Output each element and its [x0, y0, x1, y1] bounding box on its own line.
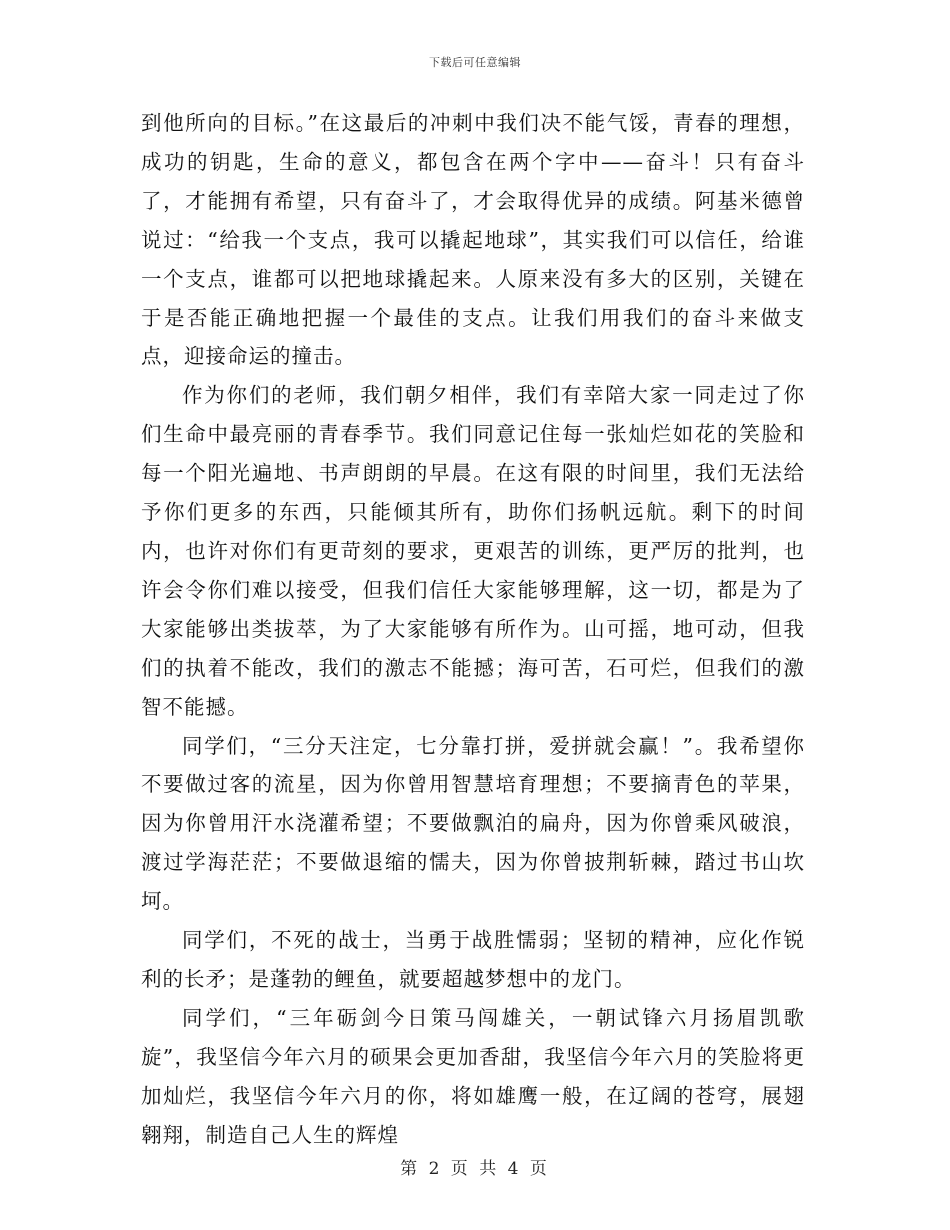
page-header: 下载后可任意编辑 — [429, 56, 521, 69]
paragraph-2: 作为你们的老师，我们朝夕相伴，我们有幸陪大家一同走过了你们生命中最亮丽的青春季节。我们同意记住每一张灿烂如花的笑脸和每一个阳光遍地、书声朗朗的早晨。在这有限的时间里，我们无法给予你们更多的东西，只能倾其所有，助你们扬帆远航。剩下的时间内，也许对你们有更苛刻的要求，更艰苦的训练，更严厉的批判，也许会令你们难以接受，但我们信任大家能够理解，这一切，都是为了大家能够出类拔萃，为了大家能够有所作为。山可摇，地可动，但我们的执着不能改，我们的激志不能撼；海可苦，石可烂，但我们的激智不能撼。 — [141, 383, 805, 719]
paragraph-5: 同学们，“三年砺剑今日策马闯雄关，一朝试锋六月扬眉凯歌旋”，我坚信今年六月的硕果会更加香甜，我坚信今年六月的笑脸将更加灿烂，我坚信今年六月的你，将如雄鹰一般，在辽阔的苍穹，展翅翱翔，制造自己人生的辉煌 — [141, 1005, 805, 1147]
paragraph-4: 同学们，不死的战士，当勇于战胜懦弱；坚韧的精神，应化作锐利的长矛；是蓬勃的鲤鱼，就要超越梦想中的龙门。 — [141, 928, 805, 991]
paragraph-3: 同学们，“三分天注定，七分靠打拼，爱拼就会赢！”。我希望你不要做过客的流星，因为你曾用智慧培育理想；不要摘青色的苹果，因为你曾用汗水浇灌希望；不要做飘泊的扁舟，因为你曾乘风破浪，渡过学海茫茫；不要做退缩的懦夫，因为你曾披荆斩棘，踏过书山坎坷。 — [141, 733, 805, 914]
page-footer: 第 2 页 共 4 页 — [400, 1159, 550, 1179]
document-body — [141, 104, 805, 1154]
paragraph-1: 到他所向的目标。”在这最后的冲刺中我们决不能气馁，青春的理想，成功的钥匙，生命的意义，都包含在两个字中——奋斗！只有奋斗了，才能拥有希望，只有奋斗了，才会取得优异的成绩。阿基米德曾说过：“给我一个支点，我可以撬起地球”，其实我们可以信任，给谁一个支点，谁都可以把地球撬起来。人原来没有多大的区别，关键在于是否能正确地把握一个最佳的支点。让我们用我们的奋斗来做支点，迎接命运的撞击。 — [141, 111, 805, 369]
